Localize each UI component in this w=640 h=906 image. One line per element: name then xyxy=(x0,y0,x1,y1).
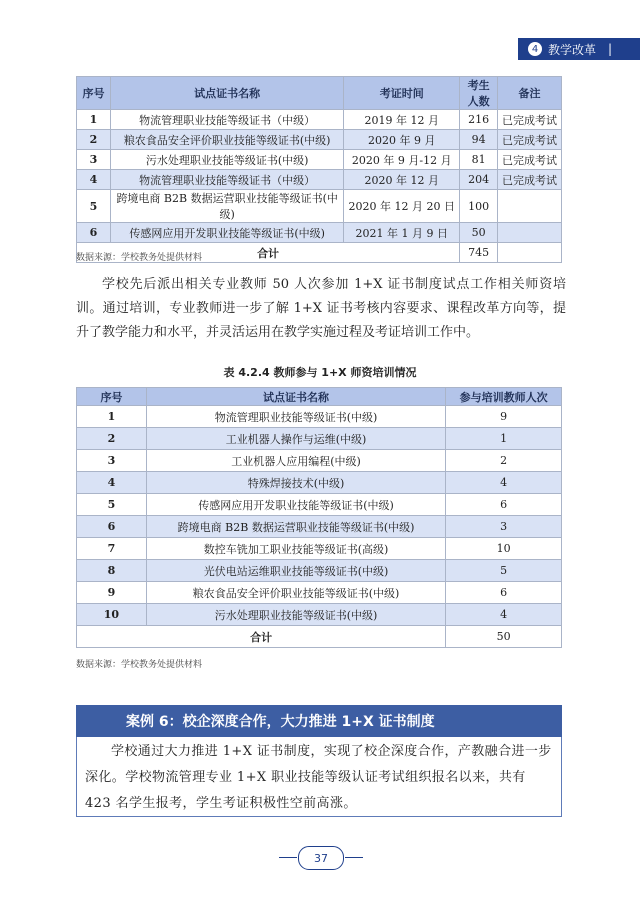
table-cell: 工业机器人应用编程(中级) xyxy=(146,450,445,472)
table-cell: 6 xyxy=(446,582,562,604)
table-cell: 10 xyxy=(446,538,562,560)
table-cell: 粮农食品安全评价职业技能等级证书(中级) xyxy=(110,130,343,150)
table-row xyxy=(77,223,562,243)
table-cell: 2020 年 9 月-12 月 xyxy=(344,150,460,170)
table-row xyxy=(77,130,562,150)
table-row xyxy=(77,450,562,472)
table-cell: 物流管理职业技能等级证书（中级） xyxy=(110,110,343,130)
row-number-cell: 5 xyxy=(77,494,147,516)
total-value: 50 xyxy=(446,626,562,648)
header-cell: 备注 xyxy=(498,77,562,110)
row-number-cell: 1 xyxy=(77,406,147,428)
table-caption: 表 4.2.4 教师参与 1+X 师资培训情况 xyxy=(223,366,417,379)
table-row xyxy=(77,582,562,604)
header-cell: 序号 xyxy=(77,388,147,406)
table-cell: 已完成考试 xyxy=(498,110,562,130)
row-number-cell: 2 xyxy=(77,428,147,450)
chapter-bar: | xyxy=(608,42,613,56)
header-cell: 参与培训教师人次 xyxy=(446,388,562,406)
table-row xyxy=(77,538,562,560)
row-number-cell: 7 xyxy=(77,538,147,560)
table-cell: 50 xyxy=(460,223,498,243)
header-cell: 试点证书名称 xyxy=(110,77,343,110)
page-number: 37 xyxy=(298,846,344,870)
table-cell: 81 xyxy=(460,150,498,170)
table-row xyxy=(77,406,562,428)
table-cell: 9 xyxy=(446,406,562,428)
chapter-number: 4 xyxy=(528,42,542,56)
data-source-note: 数据来源：学校教务处提供材料 xyxy=(76,253,203,263)
empty-cell xyxy=(498,243,562,263)
row-number-cell: 6 xyxy=(77,516,147,538)
table-row xyxy=(77,516,562,538)
table-cell xyxy=(498,190,562,223)
table-cell: 4 xyxy=(446,604,562,626)
table-row xyxy=(77,472,562,494)
teacher-training-table xyxy=(76,387,562,648)
table-cell: 已完成考试 xyxy=(498,130,562,150)
row-number-cell: 4 xyxy=(77,472,147,494)
table-row xyxy=(77,428,562,450)
table-cell: 物流管理职业技能等级证书（中级） xyxy=(110,170,343,190)
table-cell: 跨境电商 B2B 数据运营职业技能等级证书(中级) xyxy=(110,190,343,223)
case-body-text: 学校通过大力推进 1+X 证书制度，实现了校企深度合作，产教融合进一步深化。学校物流管理专业 1+X 职业技能等级认证考试组织报名以来，共有 423 名学生报考，学生考证积极性空前高涨。 xyxy=(85,744,552,811)
case-box xyxy=(76,737,562,817)
table-cell: 特殊焊接技术(中级) xyxy=(146,472,445,494)
table-cell: 2021 年 1 月 9 日 xyxy=(344,223,460,243)
table-cell: 已完成考试 xyxy=(498,150,562,170)
certificate-exam-table xyxy=(76,76,562,263)
table-cell: 1 xyxy=(446,428,562,450)
row-number-cell: 9 xyxy=(77,582,147,604)
total-value: 745 xyxy=(460,243,498,263)
table-cell: 跨境电商 B2B 数据运营职业技能等级证书(中级) xyxy=(146,516,445,538)
table-cell: 传感网应用开发职业技能等级证书(中级) xyxy=(110,223,343,243)
total-label: 合计 xyxy=(77,626,446,648)
table-cell: 污水处理职业技能等级证书(中级) xyxy=(146,604,445,626)
table-cell: 数控车铣加工职业技能等级证书(高级) xyxy=(146,538,445,560)
table-cell: 已完成考试 xyxy=(498,170,562,190)
table-cell: 3 xyxy=(446,516,562,538)
case-title: 案例 6：校企深度合作，大力推进 1+X 证书制度 xyxy=(76,705,562,737)
table-cell xyxy=(498,223,562,243)
chapter-tab xyxy=(518,38,640,60)
table-row xyxy=(77,604,562,626)
header-cell: 考生人数 xyxy=(460,77,498,110)
table-cell: 4 xyxy=(446,472,562,494)
table-cell: 工业机器人操作与运维(中级) xyxy=(146,428,445,450)
table-cell: 2020 年 9 月 xyxy=(344,130,460,150)
total-row xyxy=(77,626,562,648)
table-cell: 100 xyxy=(460,190,498,223)
chapter-title: 教学改革 xyxy=(548,42,597,57)
table-cell: 物流管理职业技能等级证书(中级) xyxy=(146,406,445,428)
table-cell: 5 xyxy=(446,560,562,582)
row-number-cell: 2 xyxy=(77,130,111,150)
total-label: 合计 xyxy=(77,243,460,263)
table-cell: 204 xyxy=(460,170,498,190)
table-cell: 6 xyxy=(446,494,562,516)
row-number-cell: 4 xyxy=(77,170,111,190)
table-cell: 粮农食品安全评价职业技能等级证书(中级) xyxy=(146,582,445,604)
table-header-row xyxy=(77,77,562,110)
table-cell: 2 xyxy=(446,450,562,472)
row-number-cell: 3 xyxy=(77,150,111,170)
header-cell: 考证时间 xyxy=(344,77,460,110)
table-cell: 94 xyxy=(460,130,498,150)
table-cell: 2019 年 12 月 xyxy=(344,110,460,130)
table-row xyxy=(77,190,562,223)
row-number-cell: 8 xyxy=(77,560,147,582)
row-number-cell: 10 xyxy=(77,604,147,626)
table-row xyxy=(77,150,562,170)
table-row xyxy=(77,560,562,582)
row-number-cell: 1 xyxy=(77,110,111,130)
table-header-row xyxy=(77,388,562,406)
row-number-cell: 3 xyxy=(77,450,147,472)
row-number-cell: 5 xyxy=(77,190,111,223)
data-source-note: 数据来源：学校教务处提供材料 xyxy=(76,660,203,670)
header-cell: 序号 xyxy=(77,77,111,110)
table-row xyxy=(77,170,562,190)
table-cell: 污水处理职业技能等级证书(中级) xyxy=(110,150,343,170)
table-cell: 216 xyxy=(460,110,498,130)
table-cell: 光伏电站运维职业技能等级证书(中级) xyxy=(146,560,445,582)
table-cell: 传感网应用开发职业技能等级证书(中级) xyxy=(146,494,445,516)
body-paragraph: 学校先后派出相关专业教师 50 人次参加 1+X 证书制度试点工作相关师资培训。通过培训，专业教师进一步了解 1+X 证书考核内容要求、课程改革方向等，提升了教学能力和水平，并灵活运用在教学实施过程及考证培训工作中。 xyxy=(76,277,566,340)
table-cell: 2020 年 12 月 xyxy=(344,170,460,190)
header-cell: 试点证书名称 xyxy=(146,388,445,406)
table-cell: 2020 年 12 月 20 日 xyxy=(344,190,460,223)
row-number-cell: 6 xyxy=(77,223,111,243)
table-row xyxy=(77,494,562,516)
table-row xyxy=(77,110,562,130)
